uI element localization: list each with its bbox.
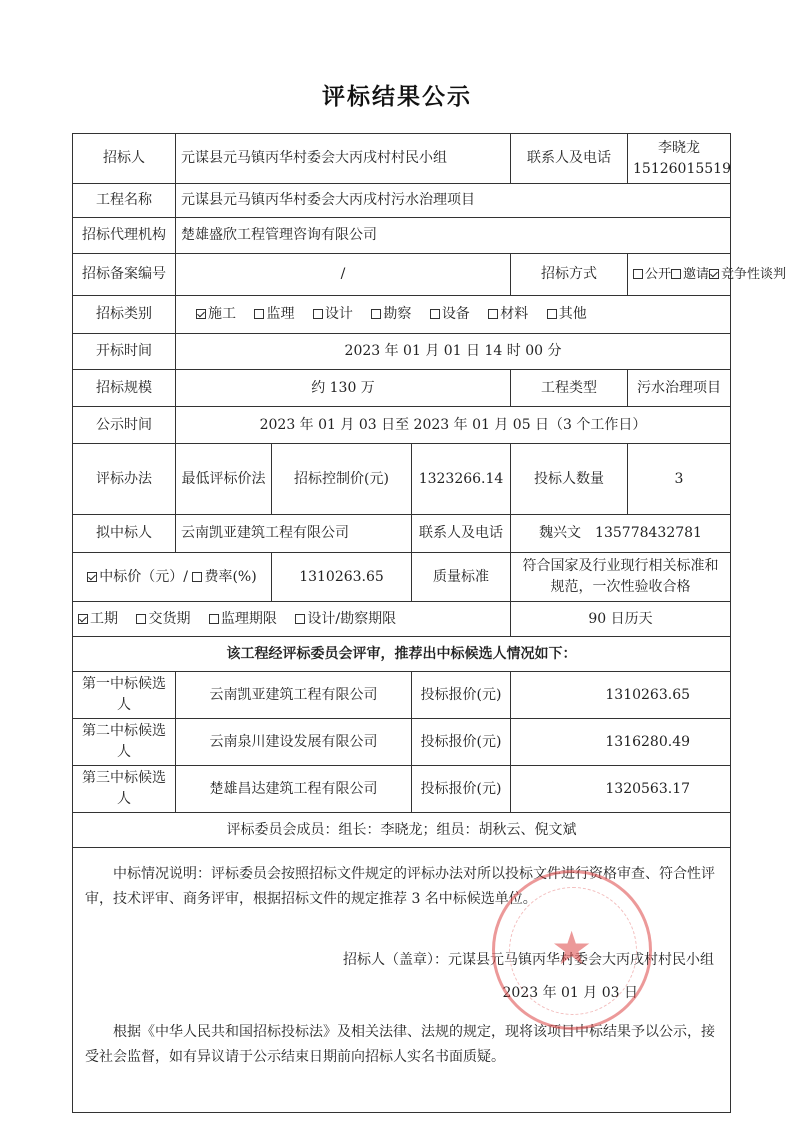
project-name-label: 工程名称 xyxy=(73,184,176,218)
method-option-invite[interactable]: 邀请 xyxy=(671,267,709,282)
period-option-delivery[interactable]: 交货期 xyxy=(136,611,190,627)
project-type-value: 污水治理项目 xyxy=(628,370,731,407)
checkbox-icon xyxy=(371,309,381,319)
checkbox-icon xyxy=(192,572,202,582)
candidate-row xyxy=(73,719,731,766)
checkbox-icon xyxy=(295,614,305,624)
scale-label: 招标规模 xyxy=(73,370,176,407)
period-value: 90 日历天 xyxy=(511,602,731,637)
bidder-count-label: 投标人数量 xyxy=(511,444,628,515)
candidates-heading: 该工程经评标委员会评审，推荐出中标候选人情况如下： xyxy=(73,637,731,672)
checkbox-checked-icon xyxy=(196,309,206,319)
candidate-price: 1310263.65 xyxy=(511,672,731,719)
quality-value: 符合国家及行业现行相关标准和规范，一次性验收合格 xyxy=(511,553,731,602)
page-title: 评标结果公示 xyxy=(322,84,472,110)
record-no-value: / xyxy=(176,254,511,296)
committee-members: 评标委员会成员：组长：李晓龙；组员：胡秋云、倪文斌 xyxy=(73,813,731,848)
category-option-material[interactable]: 材料 xyxy=(488,306,528,322)
candidate-name: 云南泉川建设发展有限公司 xyxy=(176,719,412,766)
candidate-price: 1316280.49 xyxy=(511,719,731,766)
method-option-negotiation[interactable]: 竞争性谈判 xyxy=(709,267,786,282)
candidate-rank: 第三中标候选人 xyxy=(73,766,176,813)
checkbox-icon xyxy=(136,614,146,624)
project-type-label: 工程类型 xyxy=(511,370,628,407)
agency-label: 招标代理机构 xyxy=(73,218,176,254)
candidate-name: 楚雄昌达建筑工程有限公司 xyxy=(176,766,412,813)
category-option-construction[interactable]: 施工 xyxy=(196,306,236,322)
eval-method-label: 评标办法 xyxy=(73,444,176,515)
category-option-other[interactable]: 其他 xyxy=(547,306,587,322)
candidate-row xyxy=(73,766,731,813)
checkbox-icon xyxy=(633,269,643,279)
method-option-open[interactable]: 公开 xyxy=(633,267,671,282)
period-option-supervision[interactable]: 监理期限 xyxy=(209,611,277,627)
method-options xyxy=(628,254,787,296)
project-name-value: 元谋县元马镇丙华村委会大丙戌村污水治理项目 xyxy=(176,184,731,218)
category-label: 招标类别 xyxy=(73,296,176,334)
record-no-label: 招标备案编号 xyxy=(73,254,176,296)
candidate-price-label: 投标报价(元) xyxy=(412,672,511,719)
control-price-value: 1323266.14 xyxy=(412,444,511,515)
period-option-duration[interactable]: 工期 xyxy=(78,611,118,627)
rate-option[interactable]: 费率(%) xyxy=(192,569,256,585)
win-price-option[interactable]: 中标价（元）/ xyxy=(87,569,188,585)
period-option-design-survey[interactable]: 设计/勘察期限 xyxy=(295,611,396,627)
control-price-label: 招标控制价(元) xyxy=(272,444,412,515)
checkbox-checked-icon xyxy=(709,269,719,279)
category-option-equipment[interactable]: 设备 xyxy=(430,306,470,322)
checkbox-icon xyxy=(313,309,323,319)
publicity-time-label: 公示时间 xyxy=(73,407,176,444)
publicity-time-value: 2023 年 01 月 03 日至 2023 年 01 月 05 日（3 个工作日） xyxy=(176,407,731,444)
checkbox-checked-icon xyxy=(78,614,88,624)
signature-date: 2023 年 01 月 03 日 xyxy=(502,985,639,1001)
win-price-value: 1310263.65 xyxy=(272,553,412,602)
contact-value: 李晓龙 15126015519 xyxy=(628,134,731,184)
period-options xyxy=(73,602,511,637)
checkbox-checked-icon xyxy=(87,572,97,582)
explanation-text: 中标情况说明：评标委员会按照招标文件规定的评标办法对所以投标文件进行资格审查、符合性评审，技术评审、商务评审，根据招标文件的规定推荐 3 名中标候选单位。 xyxy=(85,866,715,907)
candidate-rank: 第二中标候选人 xyxy=(73,719,176,766)
agency-value: 楚雄盛欣工程管理咨询有限公司 xyxy=(176,218,731,254)
winner-value: 云南凯亚建筑工程有限公司 xyxy=(176,515,412,553)
candidate-price-label: 投标报价(元) xyxy=(412,719,511,766)
open-time-label: 开标时间 xyxy=(73,334,176,370)
category-option-survey[interactable]: 勘察 xyxy=(371,306,411,322)
open-time-value: 2023 年 01 月 01 日 14 时 00 分 xyxy=(176,334,731,370)
checkbox-icon xyxy=(547,309,557,319)
candidate-rank: 第一中标候选人 xyxy=(73,672,176,719)
category-option-design[interactable]: 设计 xyxy=(313,306,353,322)
tenderer-label: 招标人 xyxy=(73,134,176,184)
win-price-label xyxy=(73,553,272,602)
method-label: 招标方式 xyxy=(511,254,628,296)
bidder-count-value: 3 xyxy=(628,444,731,515)
eval-method-value: 最低评标价法 xyxy=(176,444,272,515)
contact-label: 联系人及电话 xyxy=(511,134,628,184)
candidate-name: 云南凯亚建筑工程有限公司 xyxy=(176,672,412,719)
quality-label: 质量标准 xyxy=(412,553,511,602)
scale-value: 约 130 万 xyxy=(176,370,511,407)
notice-text: 根据《中华人民共和国招标投标法》及相关法律、法规的规定，现将该项目中标结果予以公示，接受社会监督，如有异议请于公示结束日期前向招标人实名书面质疑。 xyxy=(85,1024,715,1065)
tenderer-value: 元谋县元马镇丙华村委会大丙戌村村民小组 xyxy=(176,134,511,184)
official-seal xyxy=(492,870,652,1030)
category-options xyxy=(176,296,731,334)
winner-contact-value: 魏兴文 135778432781 xyxy=(511,515,731,553)
checkbox-icon xyxy=(209,614,219,624)
candidate-price: 1320563.17 xyxy=(511,766,731,813)
winner-label: 拟中标人 xyxy=(73,515,176,553)
signature-line: 招标人（盖章）：元谋县元马镇丙华村委会大丙戌村村民小组 xyxy=(343,952,715,968)
candidate-price-label: 投标报价(元) xyxy=(412,766,511,813)
candidate-row xyxy=(73,672,731,719)
winner-contact-label: 联系人及电话 xyxy=(412,515,511,553)
category-option-supervision[interactable]: 监理 xyxy=(254,306,294,322)
checkbox-icon xyxy=(430,309,440,319)
checkbox-icon xyxy=(671,269,681,279)
checkbox-icon xyxy=(254,309,264,319)
star-icon: ★ xyxy=(551,921,593,975)
checkbox-icon xyxy=(488,309,498,319)
